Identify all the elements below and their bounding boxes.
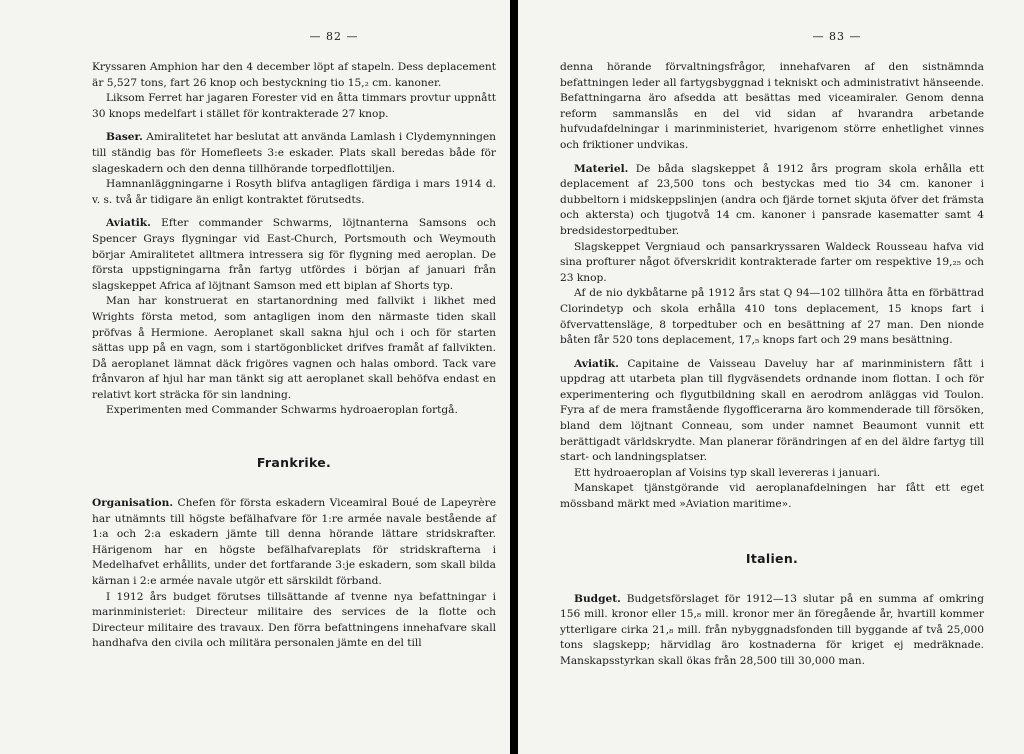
paragraph-amphion: Kryssaren Amphion har den 4 december löpt af stapeln. Dess deplacement är 5,527 tons, fart 26 knop och bestyckning tio 15,₂ cm. kanoner. bbox=[92, 61, 496, 89]
baser-text: Amiralitetet har beslutat att använda Lamlash i Clydemynningen till ständig bas för Homefleets 3:e eskader. Plats skall beredas både för slageskadern och den denna tillhörande torpedflottiljen. bbox=[92, 131, 496, 175]
paragraph-hydroaeroplan: Ett hydroaeroplan af Voisins typ skall levereras i januari. bbox=[574, 466, 881, 479]
heading-materiel: Materiel. bbox=[574, 162, 629, 175]
paragraph-experimenten: Experimenten med Commander Schwarms hydroaeroplan fortgå. bbox=[106, 404, 458, 417]
aviatik-text: Efter commander Schwarms, löjtnanterna Samsons och Spencer Grays flygningar vid East-Church, Portsmouth och Weymouth börjar Amiralitetet alltmera intressera sig för flygning med aeroplan. De första uppstigningarna från fartyg utfördes i början af januari från slagskeppet Africa af löjtnant Samson med ett biplan af Shorts typ. bbox=[92, 217, 497, 292]
paragraph-dykbatar: Af de nio dykbåtarne på 1912 års stat Q 94—102 tillhöra åtta en förbättrad Clorindetyp och skola erhålla 410 tons deplacement, 15 knops fart i öfvervattensläge, 8 torpedtuber och en besättning af 27 man. Den nionde båten får 520 tons deplacement, 17,₅ knops fart och 29 mans besättning. bbox=[560, 287, 984, 347]
heading-aviatik: Aviatik. bbox=[574, 357, 619, 370]
page-number: — 83 — bbox=[812, 30, 862, 43]
paragraph-manskapet: Manskapet tjänstgörande vid aeroplanafdelningen har fått ett eget mössband märkt med »Aviation maritime». bbox=[560, 482, 984, 511]
organisation-text: Chefen för första eskadern Viceamiral Boué de Lapeyrère har utnämnts till högste befälhafvare för 1:re armée navale bestående af 1:a och 2:a eskadern jämte till denna hörande lättare stridskrafter. Härigenom har en högste befälhafvareplats för stridskrafterna i Medelhafvet erhållits, under det fortfarande 3:je eskadern, som skall bilda kärnan i 2:e armée navale utgör ett särskildt förband. bbox=[92, 497, 496, 588]
paragraph-materiel bbox=[560, 162, 984, 240]
heading-aviatik: Aviatik. bbox=[106, 217, 151, 230]
paragraph-organisation bbox=[92, 496, 496, 590]
materiel-text: De båda slagskeppet å 1912 års program skola erhålla ett deplacement af 23,500 tons och bestyckas med tio 34 cm. kanoner i dubbeltorn i midskeppslinjen (andra och fjärde tornet skjuta öfver det främsta och aktersta) och tjugotvå 14 cm. kanoner i pansrade kasematter samt 4 bredsidestorpedtuber. bbox=[560, 162, 984, 237]
paragraph-ferret: Liksom Ferret har jagaren Forester vid en åtta timmars provtur uppnått 30 knops medelfart i stället för kontrakterade 27 knop. bbox=[92, 92, 496, 120]
section-title-frankrike: Frankrike. bbox=[256, 455, 332, 471]
paragraph-hamn: Hamnanläggningarne i Rosyth blifva antagligen färdiga i mars 1914 d. v. s. två år tidigare än enligt kontraktet förutsedts. bbox=[92, 178, 496, 206]
paragraph-vergniaud: Slagskeppet Vergniaud och pansarkryssaren Waldeck Rousseau hafva vid sina profturer något öfverskridit kontrakterade farter om respektive 19,₂₅ och 23 knop. bbox=[560, 240, 984, 284]
heading-baser: Baser. bbox=[106, 131, 143, 144]
left-page bbox=[0, 0, 510, 754]
paragraph-continuation: denna hörande förvaltningsfrågor, innehafvaren af den sistnämnda befattningen leder all fartygsbyggnad i tekniskt och administrativt hänseende. Befattningarna äro afsedda att besättas med viceamiraler. Genom denna reform sammanslås en del vid sidan af hvarandra arbetande hufvudafdelningar i marinministeriet, hvarigenom större enhetlighet vinnes och friktioner undvikas. bbox=[560, 61, 984, 151]
section-title-italien: Italien. bbox=[745, 550, 799, 566]
paragraph-aviatik-fr bbox=[560, 357, 984, 466]
paragraph-budget bbox=[560, 592, 984, 670]
heading-organisation: Organisation. bbox=[92, 497, 174, 510]
paragraph-baser bbox=[92, 130, 496, 177]
paragraph-aviatik bbox=[92, 216, 496, 294]
budget-text: Budgetsförslaget för 1912—13 slutar på en summa af omkring 156 mill. kronor eller 15,₈ mill. kronor mer än föregående år, hvartill kommer ytterligare cirka 21,₈ mill. från nybyggnadsfonden till byggande af två 25,000 tons slagskepp; härvidlag äro kostnaderna för kriget ej medräknade. Manskapsstyrkan skall ökas från 28,500 till 30,000 man. bbox=[560, 592, 984, 667]
page-gutter bbox=[512, 0, 514, 754]
page-number: — 82 — bbox=[309, 30, 359, 43]
heading-budget: Budget. bbox=[574, 592, 621, 605]
paragraph-budget-1912: I 1912 års budget förutses tillsättande af tvenne nya befattningar i marinministeriet: Directeur militaire des services de la flotte och Directeur militaire des travaux. Den förra befattningens innehafvare skall handhafva den civila och militära personalen jämte en del till bbox=[92, 590, 496, 650]
paragraph-startanordning: Man har konstruerat en startanordning med fallvikt i likhet med Wrights första metod, som antagligen inom den närmaste tiden skall pröfvas å Hermione. Aeroplanet skall sakna hjul och i och för starten sättas upp på en vagn, som i startögonblicket drifves framåt af fallvikten. Då aeroplanet lämnat däck frigöres vagnen och halas ombord. Tack vare frånvaron af hjul har man tänkt sig att aeroplanet skall behöfva endast en relativt kort sträcka för sin landning. bbox=[92, 295, 496, 401]
right-page bbox=[518, 0, 1024, 754]
aviatik-fr-text: Capitaine de Vaisseau Daveluy har af marinministern fått i uppdrag att utarbeta plan till flygväsendets ordnande inom flottan. I och för experimentering och flygutbildning skall en aerodrom anläggas vid Toulon. Fyra af de mera framstående flygofficerarna äro kommenderade till försöken, bland dem löjtnant Conneau, som under namnet Beaumont vunnit ett berättigadt världskrydte. Man planerar förändringen af en del äldre fartyg till start- och landningsplatser. bbox=[560, 357, 984, 464]
